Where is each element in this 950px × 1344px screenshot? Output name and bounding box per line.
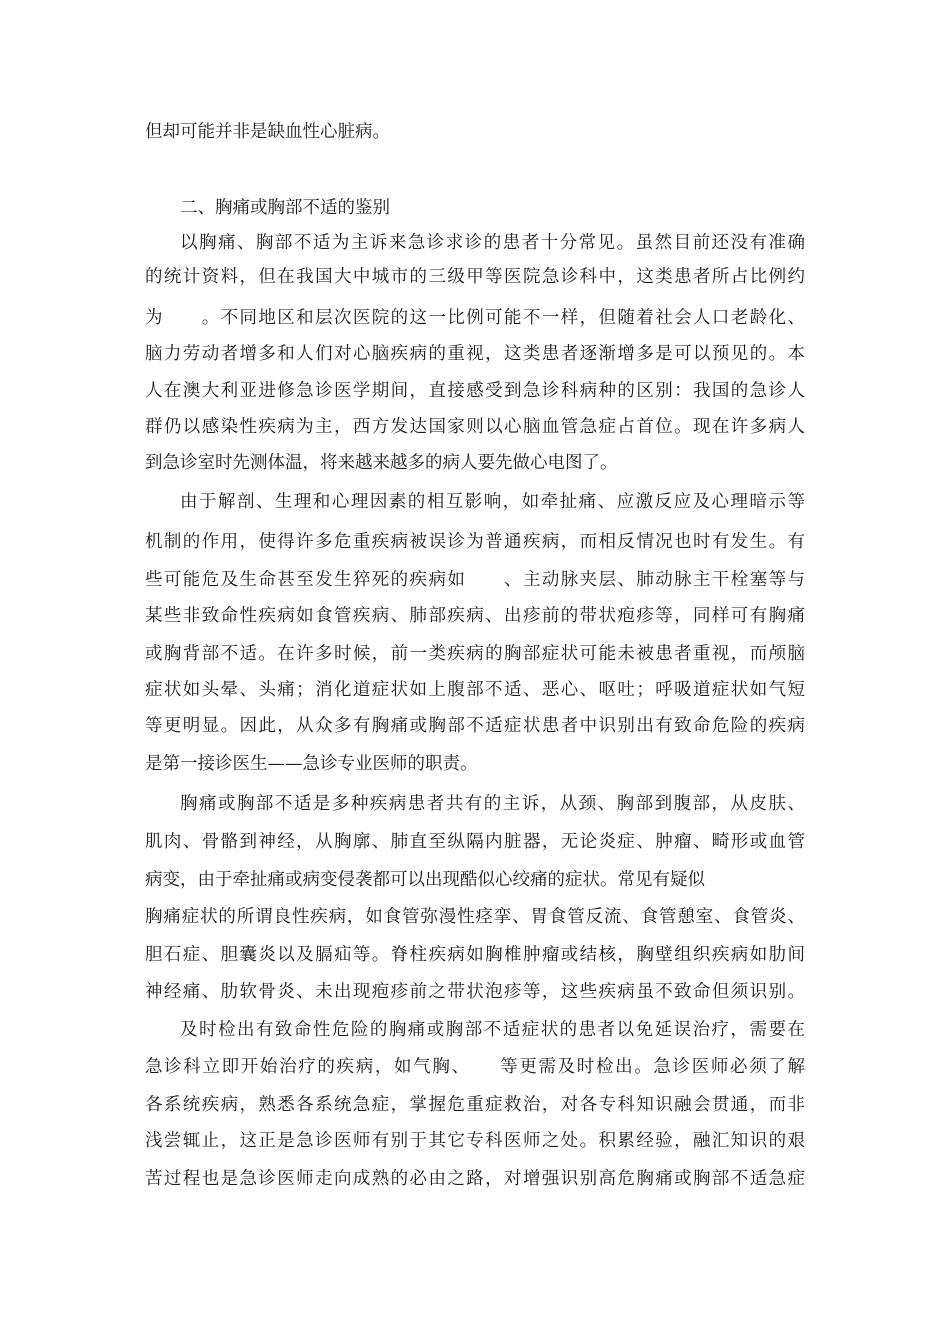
text-line: 是第一接诊医生——急诊专业医师的职责。 bbox=[145, 754, 478, 774]
text-line: 浅尝辄止，这正是急诊医师有别于其它专科医师之处。积累经验，融汇知识的艰 bbox=[145, 1131, 805, 1151]
text-line: 群仍以感染性疾病为主，西方发达国家则以心脑血管急症占首位。现在许多病人 bbox=[145, 417, 805, 437]
section-heading: 二、胸痛或胸部不适的鉴别 bbox=[180, 198, 390, 218]
text-line: 以胸痛、胸部不适为主诉来急诊求诊的患者十分常见。虽然目前还没有准确 bbox=[180, 233, 805, 253]
text-line: 及时检出有致命性危险的胸痛或胸部不适症状的患者以免延误治疗，需要在 bbox=[180, 1020, 805, 1040]
text-line: 由于解剖、生理和心理因素的相互影响，如牵扯痛、应激反应及心理暗示等 bbox=[180, 492, 805, 512]
text-line: 脑力劳动者增多和人们对心脑疾病的重视，这类患者逐渐增多是可以预见的。本 bbox=[145, 344, 805, 364]
text-line: 或胸背部不适。在许多时候，前一类疾病的胸部症状可能未被患者重视，而颅脑 bbox=[145, 644, 805, 664]
text-line: 胸痛或胸部不适是多种疾病患者共有的主诉，从颈、胸部到腹部，从皮肤、 bbox=[180, 794, 805, 814]
text-line: 为 。不同地区和层次医院的这一比例可能不一样，但随着社会人口老龄化、 bbox=[145, 308, 805, 328]
text-line: 苦过程也是急诊医师走向成熟的必由之路，对增强识别高危胸痛或胸部不适急症 bbox=[145, 1169, 805, 1189]
text-line: 胆石症、胆囊炎以及膈疝等。脊柱疾病如胸椎肿瘤或结核，胸壁组织疾病如肋间 bbox=[145, 945, 805, 965]
text-line: 等更明显。因此，从众多有胸痛或胸部不适症状患者中识别出有致命危险的疾病 bbox=[145, 716, 805, 736]
text-line: 些可能危及生命甚至发生猝死的疾病如 、主动脉夹层、肺动脉主干栓塞等与 bbox=[145, 570, 805, 590]
text-line: 但却可能并非是缺血性心脏病。 bbox=[145, 122, 390, 142]
text-line: 某些非致命性疾病如食管疾病、肺部疾病、出疹前的带状疱疹等，同样可有胸痛 bbox=[145, 606, 805, 626]
text-line: 病变，由于牵扯痛或病变侵袭都可以出现酷似心绞痛的症状。常见有疑似 bbox=[145, 870, 705, 890]
text-line: 到急诊室时先测体温，将来越来越多的病人要先做心电图了。 bbox=[145, 453, 618, 473]
text-line: 急诊科立即开始治疗的疾病，如气胸、 等更需及时检出。急诊医师必须了解 bbox=[145, 1057, 805, 1077]
text-line: 肌肉、骨骼到神经，从胸廓、肺直至纵隔内脏器，无论炎症、肿瘤、畸形或血管 bbox=[145, 832, 805, 852]
text-line: 机制的作用，使得许多危重疾病被误诊为普通疾病，而相反情况也时有发生。有 bbox=[145, 532, 805, 552]
text-line: 各系统疾病，熟悉各系统急症，掌握危重症救治，对各专科知识融会贯通，而非 bbox=[145, 1095, 805, 1115]
text-line: 的统计资料，但在我国大中城市的三级甲等医院急诊科中，这类患者所占比例约 bbox=[145, 267, 805, 287]
text-line: 胸痛症状的所谓良性疾病，如食管弥漫性痉挛、胃食管反流、食管憩室、食管炎、 bbox=[145, 907, 805, 927]
text-line: 症状如头晕、头痛；消化道症状如上腹部不适、恶心、呕吐；呼吸道症状如气短 bbox=[145, 680, 805, 700]
text-line: 人在澳大利亚进修急诊医学期间，直接感受到急诊科病种的区别：我国的急诊人 bbox=[145, 381, 805, 401]
text-line: 神经痛、肋软骨炎、未出现疱疹前之带状泡疹等，这些疾病虽不致命但须识别。 bbox=[145, 982, 805, 1002]
